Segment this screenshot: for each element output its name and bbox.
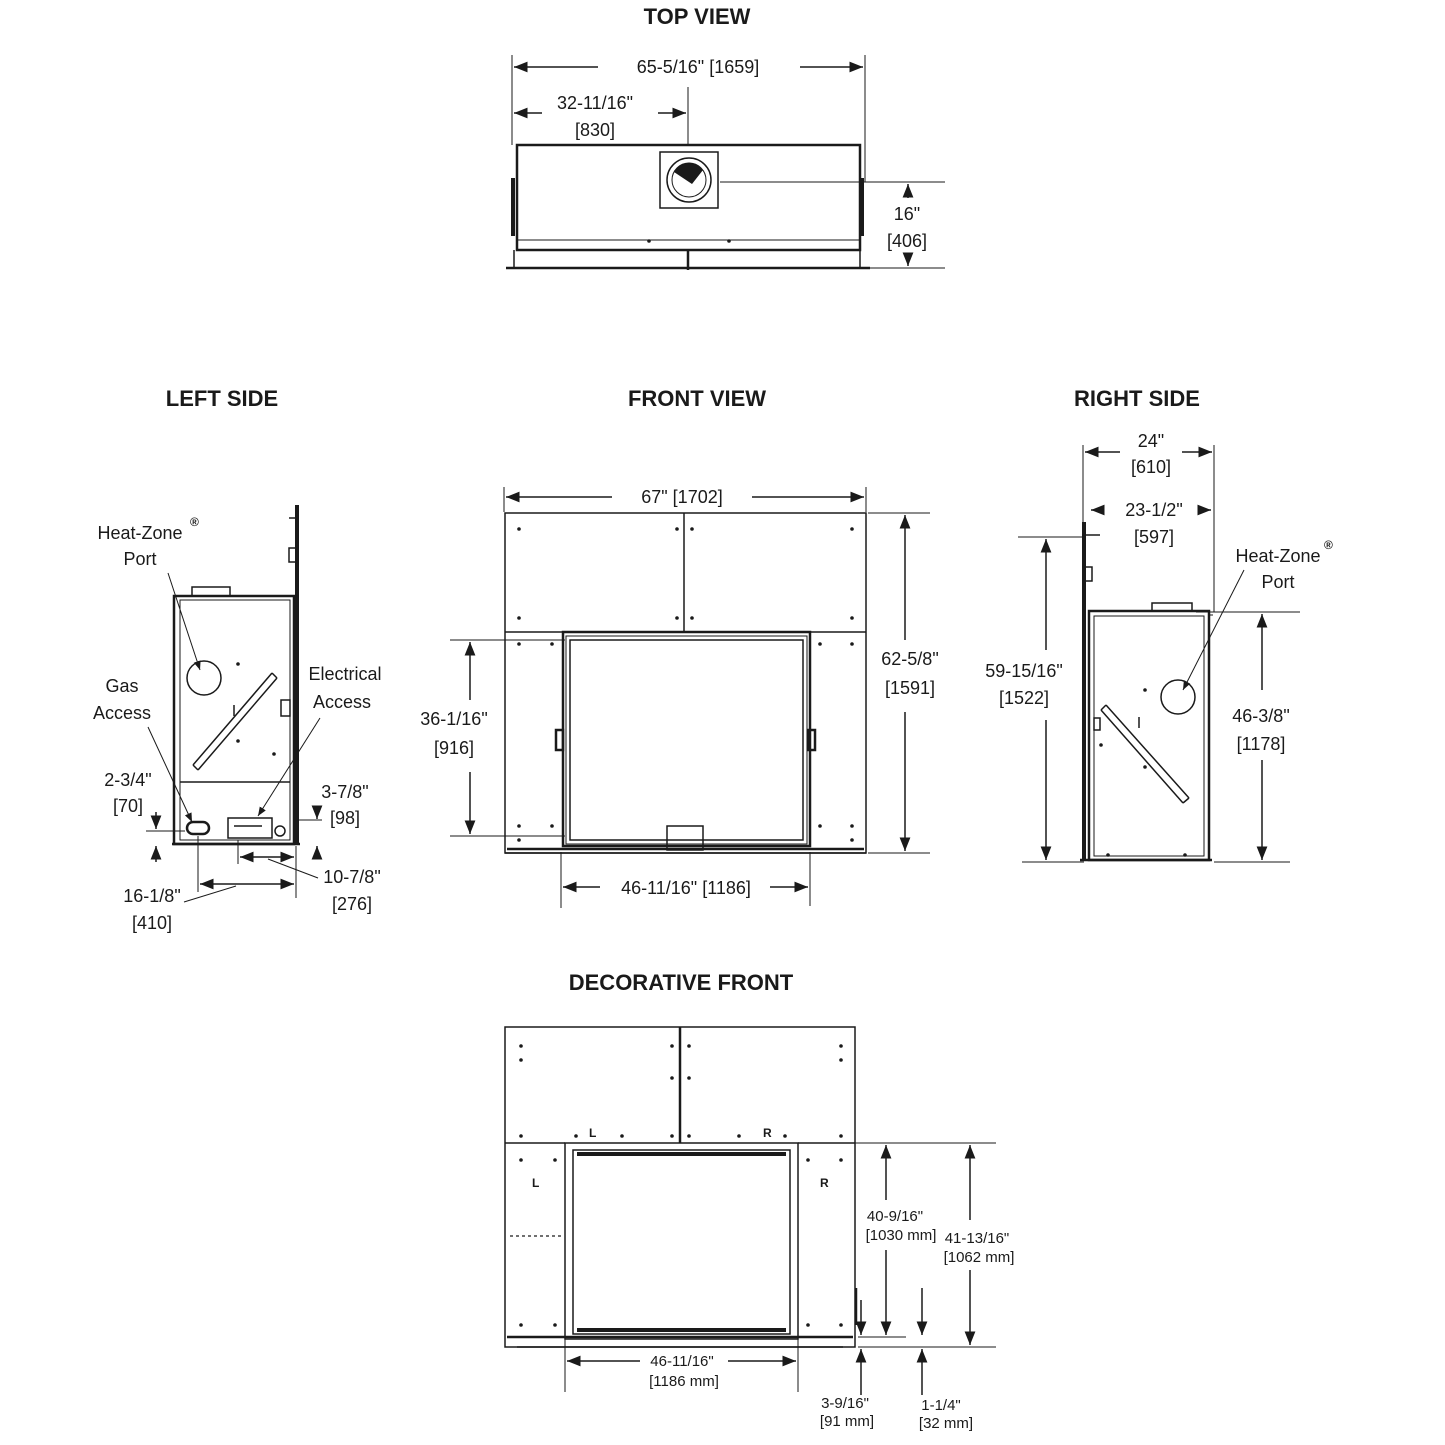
front-view <box>420 386 938 908</box>
decorative-width-in: 46-11/16" <box>650 1353 714 1370</box>
electrical-access-label: Electrical <box>308 664 382 684</box>
right-heat-zone-port-label: Port <box>1261 572 1295 592</box>
right-height-mm: [1522] <box>998 688 1050 708</box>
front-overall-height-mm: [1591] <box>884 678 936 698</box>
decorative-marker-l-side: L <box>532 1176 540 1190</box>
electrical-access-icon <box>228 818 272 838</box>
decorative-height2-in: 41-13/16" <box>944 1230 1010 1247</box>
gas-offset-mm: [410] <box>131 913 173 933</box>
gas-access-icon <box>187 822 209 834</box>
top-center-offset-mm: [830] <box>574 120 616 140</box>
right-heat-zone-port-icon <box>1161 680 1195 714</box>
right-heat-zone-label: Heat-Zone <box>1235 546 1321 566</box>
front-opening-height-mm: [916] <box>433 738 475 758</box>
left-side-title: LEFT SIDE <box>165 386 279 411</box>
gas-access-label: Gas <box>105 676 139 696</box>
left-heat-zone-registered-mark: ® <box>190 515 199 529</box>
top-center-offset-in: 32-11/16" <box>556 93 634 113</box>
decorative-offset2-mm: [32 mm] <box>918 1415 974 1432</box>
top-view <box>506 4 945 270</box>
elec-height-mm: [98] <box>329 808 361 828</box>
decorative-front-title: DECORATIVE FRONT <box>568 970 794 995</box>
right-depth2-mm: [597] <box>1133 527 1175 547</box>
decorative-offset1-mm: [91 mm] <box>819 1413 875 1430</box>
decorative-marker-l-top: L <box>589 1126 597 1140</box>
right-port-height-in: 46-3/8" <box>1232 706 1290 726</box>
front-opening-width: 46-11/16" [1186] <box>621 878 751 898</box>
left-heat-zone-port-label: Port <box>123 549 157 569</box>
decorative-offset2-in: 1-1/4" <box>921 1397 961 1414</box>
top-overall-width: 65-5/16" [1659] <box>636 57 760 77</box>
gas-offset-in: 16-1/8" <box>123 886 181 906</box>
left-heat-zone-label: Heat-Zone <box>97 523 183 543</box>
front-overall-width: 67" [1702] <box>641 487 723 507</box>
right-depth-mm: [610] <box>1130 457 1172 477</box>
decorative-height1-mm: [1030 mm] <box>865 1227 937 1244</box>
right-side-view <box>985 386 1333 862</box>
left-side-view <box>93 386 382 933</box>
electrical-access-label-2: Access <box>312 692 372 712</box>
decorative-marker-r-top: R <box>763 1126 772 1140</box>
decorative-height1-in: 40-9/16" <box>866 1208 924 1225</box>
left-heat-zone-port-icon <box>187 661 221 695</box>
right-depth2-in: 23-1/2" <box>1125 500 1183 520</box>
right-side-title: RIGHT SIDE <box>1074 386 1200 411</box>
gas-access-label-2: Access <box>92 703 152 723</box>
elec-height-in: 3-7/8" <box>321 782 369 802</box>
gas-height-in: 2-3/4" <box>104 770 152 790</box>
right-port-height-mm: [1178] <box>1236 734 1286 754</box>
elec-offset-in: 10-7/8" <box>323 867 381 887</box>
front-opening-height-in: 36-1/16" <box>420 709 488 729</box>
decorative-height2-mm: [1062 mm] <box>943 1249 1015 1266</box>
decorative-marker-r-side: R <box>820 1176 829 1190</box>
gas-height-mm: [70] <box>112 796 144 816</box>
front-view-title: FRONT VIEW <box>627 386 767 411</box>
decorative-offset1-in: 3-9/16" <box>821 1395 869 1412</box>
right-heat-zone-registered-mark: ® <box>1324 538 1333 552</box>
top-depth-mm: [406] <box>886 231 928 251</box>
decorative-width-mm: [1186 mm] <box>649 1373 719 1390</box>
elec-offset-mm: [276] <box>331 894 373 914</box>
top-view-title: TOP VIEW <box>643 4 751 29</box>
right-height-in: 59-15/16" <box>985 661 1063 681</box>
decorative-front-view <box>505 970 1014 1432</box>
right-depth-in: 24" <box>1137 431 1165 451</box>
top-depth-in: 16" <box>893 204 921 224</box>
front-overall-height-in: 62-5/8" <box>881 649 939 669</box>
